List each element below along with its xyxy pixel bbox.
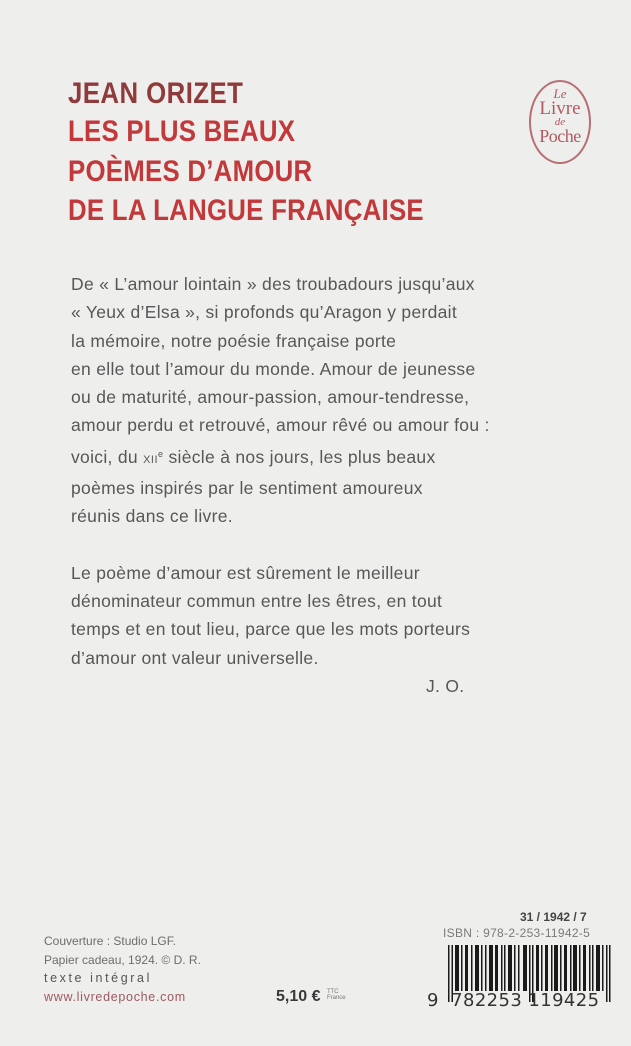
signature: J. O. <box>426 675 465 696</box>
title-line: LES PLUS BEAUX <box>68 115 296 148</box>
book-title <box>68 112 424 231</box>
century-numeral: XII <box>143 453 159 466</box>
logo-text: Le <box>553 86 567 101</box>
blurb-line: réunis dans ce livre. <box>71 506 233 527</box>
region-label: France <box>326 995 346 1001</box>
price-tax-note <box>327 989 346 1001</box>
price <box>276 988 346 1006</box>
blurb-line: poèmes inspirés par le sentiment amoureux <box>71 478 423 499</box>
barcode-digits <box>427 990 599 1011</box>
title-line: POÈMES D’AMOUR <box>68 154 313 188</box>
back-cover-blurb <box>71 270 490 700</box>
blurb-line: temps et en tout lieu, parce que les mots porteurs <box>71 619 471 640</box>
blurb-line <box>71 440 490 474</box>
blurb-line: dénominateur commun entre les êtres, en tout <box>71 590 443 611</box>
blurb-line: d’amour ont valeur universelle. <box>71 647 319 668</box>
blurb-line: De « L’amour lointain » des troubadours jusqu’aux <box>71 274 475 294</box>
ttc-label: TTC <box>326 989 339 995</box>
barcode-right-group: 119425 <box>528 990 600 1011</box>
blurb-line: amour perdu et retrouvé, amour rêvé ou amour fou : <box>71 415 490 436</box>
blurb-line: Le poème d’amour est sûrement le meilleur <box>71 562 420 583</box>
author-name: JEAN ORIZET <box>68 77 244 110</box>
livre-de-poche-logo <box>529 80 591 164</box>
blurb-text: siècle à nos jours, les plus beaux <box>163 446 436 467</box>
blurb-line: ou de maturité, amour-passion, amour-tendresse, <box>71 387 470 408</box>
blurb-paragraph-1 <box>71 270 490 531</box>
blurb-line: en elle tout l’amour du monde. Amour de jeunesse <box>71 358 476 379</box>
blurb-line: la mémoire, notre poésie française porte <box>71 330 397 351</box>
blurb-text: voici, du <box>71 446 144 467</box>
logo-text: Livre <box>539 98 581 119</box>
catalog-code: 31 / 1942 / 7 <box>520 910 587 924</box>
century-superscript: e <box>158 448 164 459</box>
credits <box>44 932 201 1006</box>
logo-text: Poche <box>539 126 581 146</box>
website-link[interactable]: www.livredepoche.com <box>44 989 186 1004</box>
paper-credit: Papier cadeau, 1924. © D. R. <box>44 952 201 967</box>
barcode-left-group: 782253 <box>451 990 523 1011</box>
isbn: ISBN : 978-2-253-11942-5 <box>443 926 591 940</box>
barcode-first-digit: 9 <box>427 990 439 1011</box>
blurb-line: « Yeux d’Elsa », si profonds qu’Aragon y perdait <box>71 302 458 323</box>
blurb-paragraph-2 <box>71 559 490 700</box>
logo-text: de <box>554 116 566 128</box>
cover-credit: Couverture : Studio LGF. <box>44 934 177 948</box>
price-value: 5,10 € <box>276 988 321 1005</box>
title-line: DE LA LANGUE FRANÇAISE <box>68 194 424 227</box>
integral-text-label: texte intégral <box>44 971 152 985</box>
